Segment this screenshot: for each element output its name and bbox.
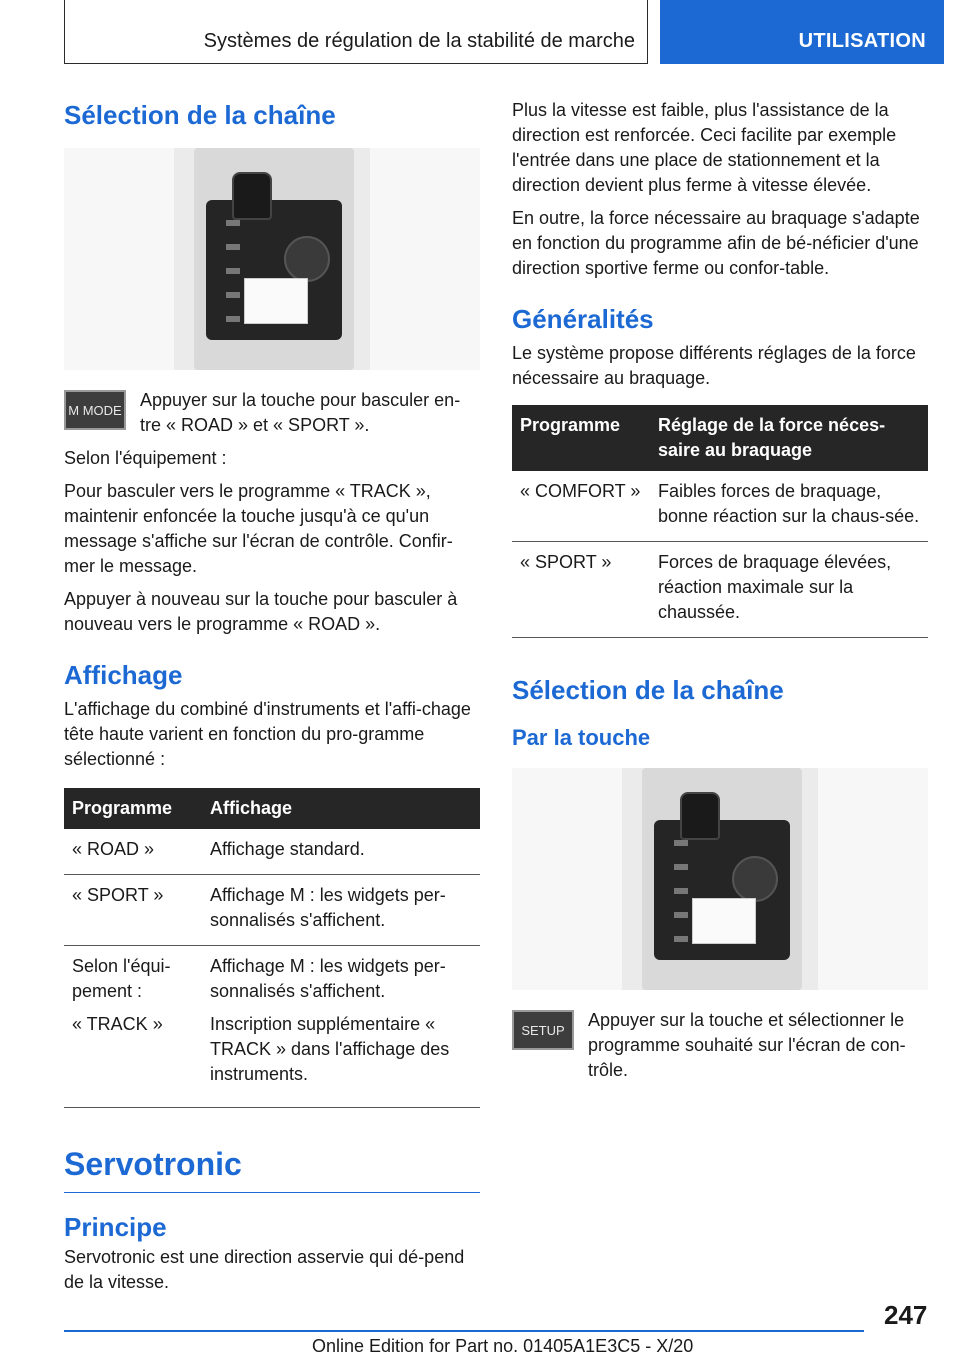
center-console (642, 768, 802, 990)
table-cell: Affichage M : les widgets per-sonnalisés s'affichent. Inscription supplémentaire « TRACK » dans l'affichage des instruments. (202, 946, 480, 1108)
table-cell: « COMFORT » (512, 471, 650, 542)
header-section-tab[interactable] (660, 0, 944, 64)
tray (692, 898, 756, 944)
table-cell: « SPORT » (64, 875, 202, 946)
setup-instruction-text: Appuyer sur la touche et sélectionner le programme souhaité sur l'écran de con-trôle. (588, 1010, 906, 1080)
table-cell: « ROAD » (64, 829, 202, 875)
paragraph: Appuyer à nouveau sur la touche pour basculer à nouveau vers le programme « ROAD ». (64, 589, 458, 634)
seat-left (512, 768, 622, 990)
console-image-2 (512, 768, 928, 990)
console-image (64, 148, 480, 370)
heading-selection-chaine-2: Sélection de la chaîne (512, 675, 784, 705)
footer-divider (64, 1330, 864, 1332)
table-header-cell: Programme (64, 788, 202, 829)
table-cell: Affichage M : les widgets per-sonnalisés s'affichent. (202, 875, 480, 946)
table-cell: Forces de braquage élevées, réaction maximale sur la chaussée. (650, 542, 928, 638)
tray (244, 278, 308, 324)
mmode-key-icon: M MODE (64, 390, 126, 430)
table-cell: Faibles forces de braquage, bonne réaction sur la chaus-sée. (650, 471, 928, 542)
left-column (64, 98, 480, 1303)
heading-servotronic: Servotronic (64, 1144, 480, 1193)
paragraph: Servotronic est une direction asservie qui dé-pend de la vitesse. (64, 1247, 465, 1292)
paragraph: L'affichage du combiné d'instruments et l'affi-chage tête haute varient en fonction du pro-gramme sélectionné : (64, 699, 471, 769)
header-title-box (64, 0, 648, 64)
table-header-cell: Réglage de la force néces-saire au braquage (650, 405, 928, 471)
heading-par-la-touche: Par la touche (512, 725, 651, 750)
table-cell: Selon l'équi-pement : « TRACK » (64, 946, 202, 1108)
table-header-cell: Programme (512, 405, 650, 471)
paragraph: Selon l'équipement : (64, 448, 227, 468)
setup-instruction (512, 1008, 928, 1083)
header-section-label: UTILISATION (798, 30, 926, 52)
gear-selector-icon (680, 792, 720, 840)
right-column (512, 98, 928, 1091)
table-cell: « SPORT » (512, 542, 650, 638)
mmode-instruction-text: Appuyer sur la touche pour basculer en-tre « ROAD » et « SPORT ». (140, 390, 461, 435)
page-number: 247 (884, 1300, 928, 1330)
heading-generalites: Généralités (512, 304, 654, 334)
seat-left (64, 148, 174, 370)
table-row (512, 471, 928, 542)
seat-right (370, 148, 480, 370)
table-cell: Affichage standard. (202, 829, 480, 875)
mmode-instruction (64, 388, 480, 438)
heading-selection-chaine: Sélection de la chaîne (64, 100, 336, 130)
heading-affichage: Affichage (64, 660, 183, 690)
table-row (512, 542, 928, 638)
center-console (194, 148, 354, 370)
table-row (64, 946, 480, 1108)
setup-key-icon: SETUP (512, 1010, 574, 1050)
table-affichage (64, 788, 480, 1108)
paragraph: Plus la vitesse est faible, plus l'assistance de la direction est renforcée. Ceci facilite par exemple l'entrée dans une place de stationnement et la direction devient plus ferme à vitesse élevée. (512, 100, 897, 195)
heading-principe: Principe (64, 1212, 167, 1242)
table-row (64, 829, 480, 875)
table-braquage (512, 405, 928, 638)
gear-selector-icon (232, 172, 272, 220)
controller-knob-icon (284, 236, 330, 282)
paragraph: Le système propose différents réglages de la force nécessaire au braquage. (512, 343, 916, 388)
paragraph: En outre, la force nécessaire au braquage s'adapte en fonction du programme afin de bé-néficier d'une direction sportive ferme ou confor-table. (512, 208, 920, 278)
table-row (64, 875, 480, 946)
footer-edition: Online Edition for Part no. 01405A1E3C5 - X/20 (312, 1336, 694, 1356)
header-title: Systèmes de régulation de la stabilité de marche (203, 30, 635, 52)
controller-knob-icon (732, 856, 778, 902)
table-header-cell: Affichage (202, 788, 480, 829)
paragraph: Pour basculer vers le programme « TRACK », maintenir enfoncée la touche jusqu'à ce qu'un message s'affiche sur l'écran de contrôle. Confir-mer le message. (64, 481, 453, 576)
seat-right (818, 768, 928, 990)
